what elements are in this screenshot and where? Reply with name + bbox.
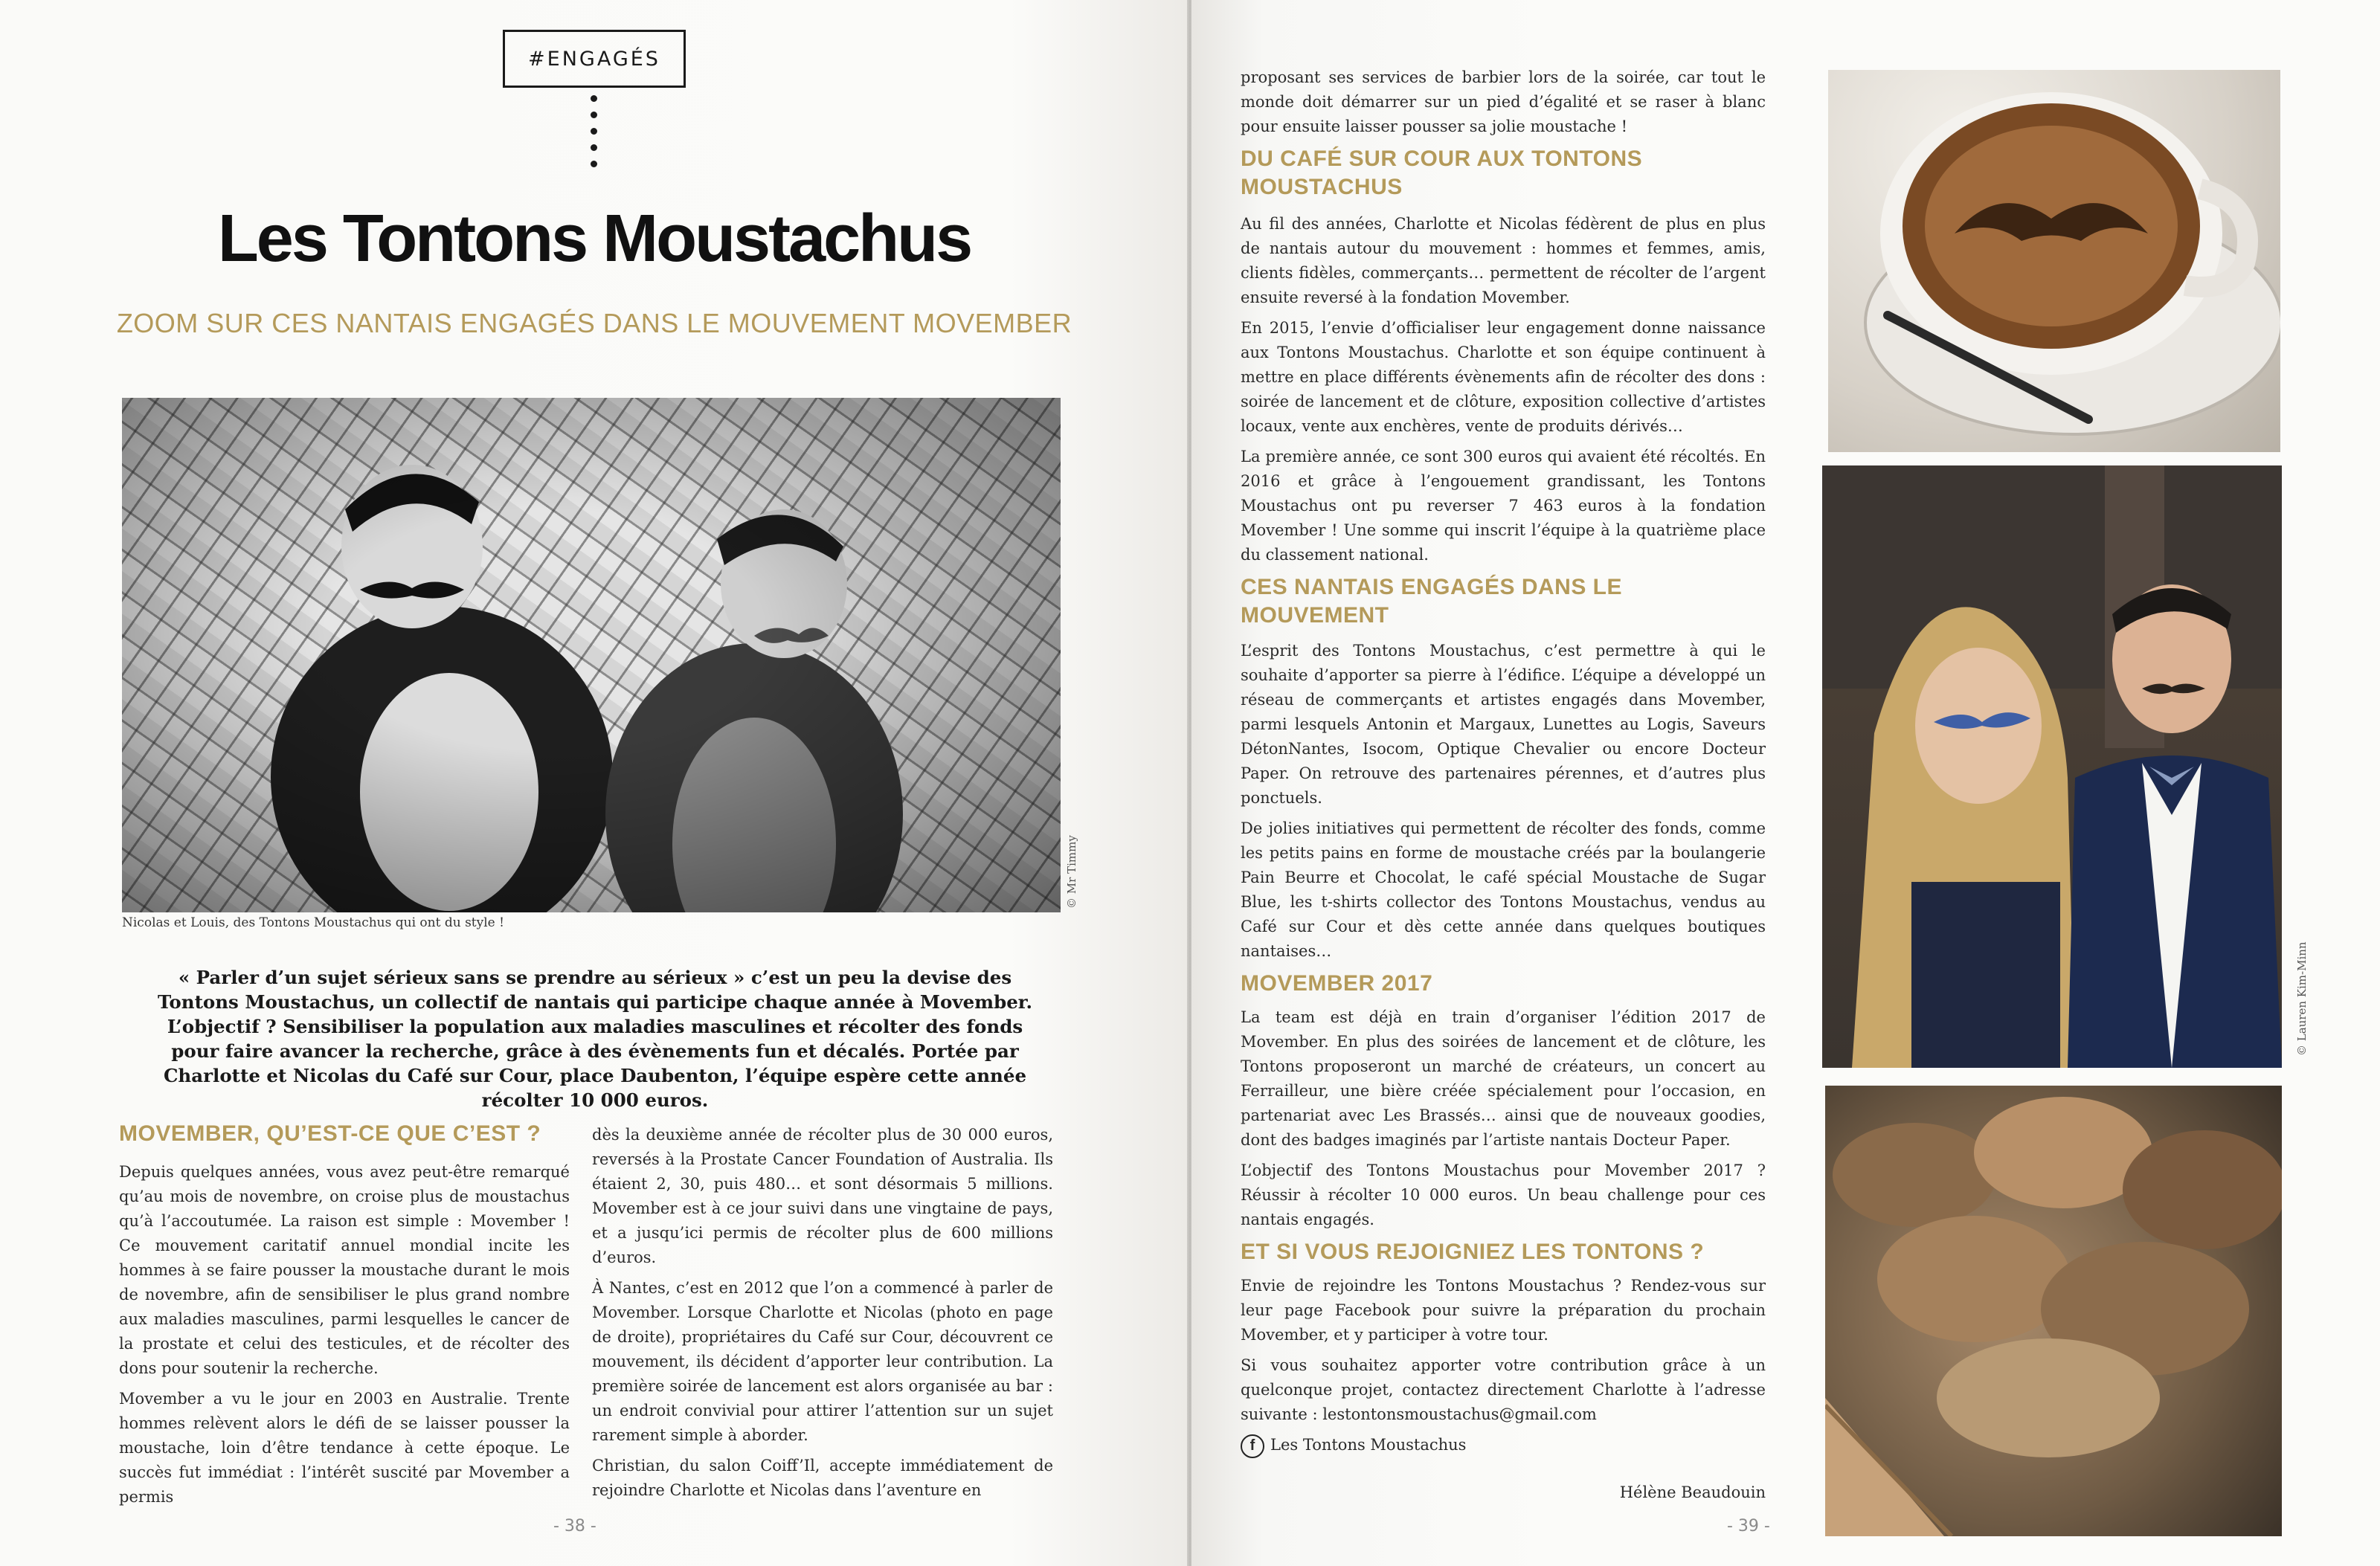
paragraph: L’esprit des Tontons Moustachus, c’est permettre à qui le souhaite d’apporter sa pierre à l’édifice. L’équipe a développé un réseau de commerçants et artistes engagés dans Movember, parmi lesquels Antonin et Margaux, Lunettes au Logis, Saveurs DétonNantes, Isocom, Optique Chevalier ou encore Docteur Paper. On retrouve des partenaires pérennes, et d’autres plus ponctuels.	[1241, 642, 1766, 807]
section-heading: MOVEMBER, QU’EST-CE QUE C’EST ?	[119, 1121, 541, 1146]
lead-paragraph: « Parler d’un sujet sérieux sans se prendre au sérieux » c’est un peu la devise des Tontons Moustachus, un collectif de nantais qui participe chaque année à Movember. L’objectif ? Sensibiliser la population aux maladies masculines et récolter des fonds pour faire avancer la recherche, grâce à des évènements fun et décalés. Portée par Charlotte et Nicolas du Café sur Cour, place Daubenton, l’équipe espère cette année récolter 10 000 euros.	[158, 967, 1032, 1111]
section-heading: MOVEMBER 2017	[1241, 971, 1433, 996]
pastries-illustration	[1825, 1086, 2282, 1536]
article-title: Les Tontons Moustachus	[217, 202, 971, 276]
author-line	[1241, 1480, 1766, 1505]
couple-illustration	[1822, 465, 2282, 1068]
right-page	[1191, 0, 2380, 1566]
paragraph: Christian, du salon Coiff’Il, accepte immédiatement de rejoindre Charlotte et Nicolas dans l’aventure en	[592, 1457, 1053, 1499]
coffee-cup-illustration	[1828, 70, 2280, 452]
photo-credit: © Lauren Kim-Minn	[2295, 941, 2309, 1056]
author: Hélène Beaudouin	[1619, 1483, 1766, 1501]
cafe-photo	[1828, 70, 2280, 452]
paragraph: De jolies initiatives qui permettent de récolter des fonds, comme les petits pains en forme de moustache créés par la boulangerie Pain Beurre et Chocolat, le café spécial Moustache de Sugar Blue, les t-shirts collector des Tontons Moustachus, vendus au Café sur Cour et dès cette année dans quelques boutiques nantaises…	[1241, 819, 1766, 960]
couple-photo	[1822, 465, 2282, 1068]
tag-dots	[591, 95, 599, 177]
article-subtitle: ZOOM SUR CES NANTAIS ENGAGÉS DANS LE MOUVEMENT MOVEMBER	[116, 308, 1072, 338]
page-number: - 38 -	[553, 1517, 596, 1536]
section-heading: CES NANTAIS ENGAGÉS DANS LE MOUVEMENT	[1241, 575, 1622, 628]
section-tag: #ENGAGÉS	[503, 30, 686, 88]
column-1	[119, 1120, 570, 1515]
paragraph: En 2015, l’envie d’officialiser leur engagement donne naissance aux Tontons Moustachus. Charlotte et son équipe continuent à mettre en place différents évènements afin de récolter des dons : soirée de lancement et de clôture, exposition collective d’artistes locaux, vente aux enchères, vente de produits dérivés…	[1241, 319, 1766, 435]
facebook-icon: f	[1241, 1434, 1264, 1458]
facebook-link[interactable]	[1241, 1433, 1766, 1458]
left-page	[0, 0, 1189, 1566]
facebook-label: Les Tontons Moustachus	[1270, 1436, 1467, 1454]
photo-caption: Nicolas et Louis, des Tontons Moustachus qui ont du style !	[122, 915, 504, 930]
paragraph: dès la deuxième année de récolter plus de 30 000 euros, reversés à la Prostate Cancer Foundation of Australia. Ils étaient 2, 30, puis 480… et sont désormais 5 millions. Movember est à ce jour suivi dans une vingtaine de pays, et a jusqu’ici permis de récolter plus de 600 millions d’euros.	[592, 1126, 1053, 1266]
photo-credit: © Mr Timmy	[1065, 835, 1078, 909]
paragraph: Si vous souhaitez apporter votre contribution grâce à un quelconque projet, contactez directement Charlotte à l’adresse suivante : lestontonsmoustachus@gmail.com	[1241, 1356, 1766, 1423]
right-text-column	[1241, 65, 1766, 1505]
paragraph: Envie de rejoindre les Tontons Moustachus ? Rendez-vous sur leur page Facebook pour suivre la préparation du prochain Movember, et y participer à votre tour.	[1241, 1277, 1766, 1344]
paragraph: L’objectif des Tontons Moustachus pour Movember 2017 ? Réussir à récolter 10 000 euros. Un beau challenge pour ces nantais engagés.	[1241, 1161, 1766, 1228]
bread-photo	[1825, 1086, 2282, 1536]
paragraph: À Nantes, c’est en 2012 que l’on a commencé à parler de Movember. Lorsque Charlotte et Nicolas (photo en page de droite), propriétaires du Café sur Cour, découvrent ce mouvement, ils décident d’apporter leur contribution. La première soirée de lancement est alors organisée au bar : un endroit convivial pour attirer l’attention sur un sujet rarement simple à aborder.	[592, 1279, 1053, 1444]
section-heading: ET SI VOUS REJOIGNIEZ LES TONTONS ?	[1241, 1240, 1705, 1264]
page-number: - 39 -	[1727, 1517, 1770, 1536]
paragraph: proposant ses services de barbier lors de la soirée, car tout le monde doit démarrer sur un pied d’égalité et se raser à blanc pour ensuite laisser pousser sa jolie moustache !	[1241, 68, 1766, 135]
paragraph: La team est déjà en train d’organiser l’édition 2017 de Movember. En plus des soirées de lancement et de clôture, les Tontons proposeront un marché de créateurs, un concert au Ferrailleur, une bière créée spécialement pour l’occasion, en partenariat avec Les Brassés… ainsi que de nouveaux goodies, dont des badges imaginés par l’artiste nantais Docteur Paper.	[1241, 1008, 1766, 1149]
column-2	[592, 1123, 1053, 1509]
paragraph: Movember a vu le jour en 2003 en Australie. Trente hommes relèvent alors le défi de se laisser pousser la moustache, loin d’être tendance à cette époque. Le succès fut immédiat : l’intérêt suscité par Movember a permis	[119, 1390, 570, 1506]
paragraph: Depuis quelques années, vous avez peut-être remarqué qu’au mois de novembre, on croise plus de moustachus qu’à l’accoutumée. La raison est simple : Movember ! Ce mouvement caritatif annuel mondial incite les hommes à se faire pousser la moustache durant le mois de novembre, afin de sensibiliser le plus grand nombre aux maladies masculines, parmi lesquelles le cancer de la prostate et celui des testicules, et de récolter des dons pour soutenir la recherche.	[119, 1163, 570, 1377]
main-photo	[122, 398, 1061, 912]
paragraph: La première année, ce sont 300 euros qui avaient été récoltés. En 2016 et grâce à l’engouement grandissant, les Tontons Moustachus ont pu reverser 7 463 euros à la fondation Movember ! Une somme qui inscrit l’équipe à la quatrième place du classement national.	[1241, 448, 1766, 564]
paragraph: Au fil des années, Charlotte et Nicolas fédèrent de plus en plus de nantais autour du mouvement : hommes et femmes, amis, clients fidèles, commerçants… permettent de récolter de l’argent ensuite reversé à la fondation Movember.	[1241, 215, 1766, 306]
section-heading: DU CAFÉ SUR COUR AUX TONTONS MOUSTACHUS	[1241, 146, 1643, 199]
